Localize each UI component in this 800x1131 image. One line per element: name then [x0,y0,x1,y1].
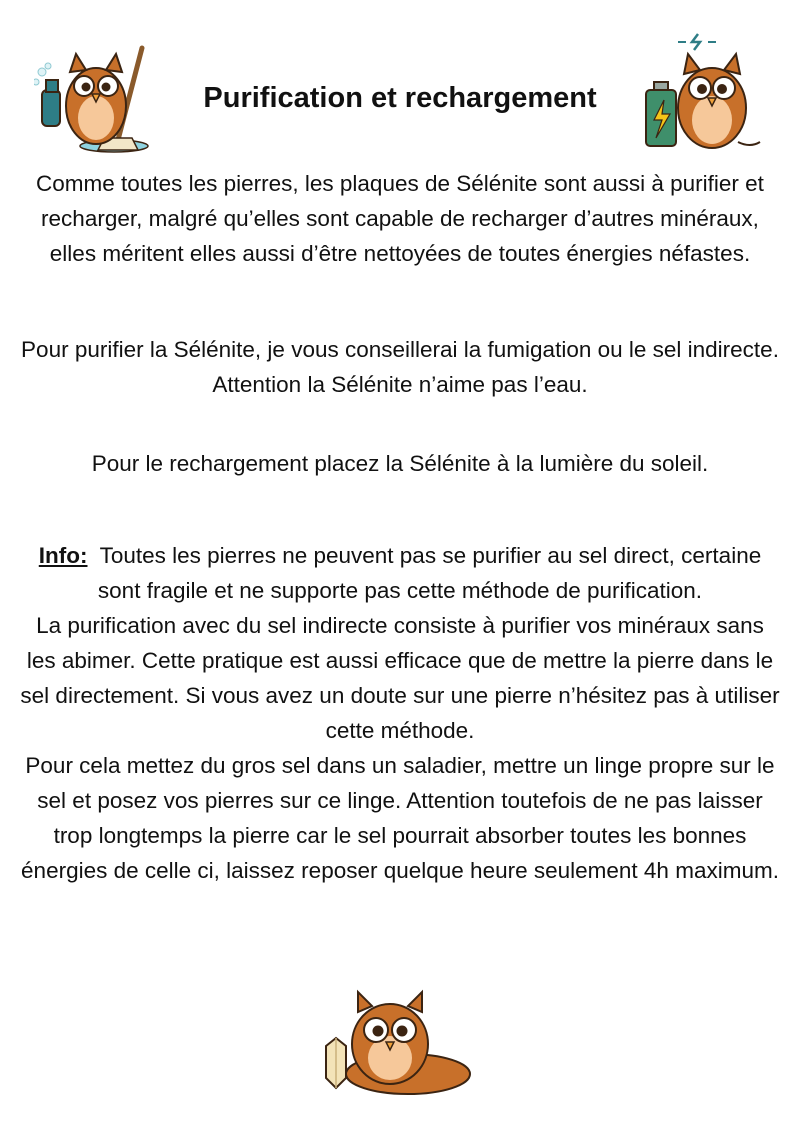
purify-paragraph: Pour purifier la Sélénite, je vous conseillerai la fumigation ou le sel indirecte. Attention la Sélénite n’aime pas l’eau. [21,337,779,397]
intro-paragraph: Comme toutes les pierres, les plaques de Sélénite sont aussi à purifier et recharger, malgré qu’elles sont capable de recharger d’autres minéraux, elles méritent elles aussi d’être nettoyées de toutes énergies néfastes. [36,171,764,266]
info-text-3: Pour cela mettez du gros sel dans un saladier, mettre un linge propre sur le sel et posez vos pierres sur ce linge. Attention toutefois de ne pas laisser trop longtemps la pierre car le sel pourrait absorber toutes les bonnes énergies de celle ci, laissez reposer quelque heure seulement 4h maximum. [21,753,779,883]
owl-cleaning-icon [34,42,152,154]
owl-crystal-icon [308,988,478,1098]
page-title: Purification et rechargement [203,82,597,114]
info-section [20,538,780,888]
info-label: Info: [38,543,88,568]
owl-charging-icon [638,32,762,154]
info-text-2: La purification avec du sel indirecte consiste à purifier vos minéraux sans les abimer. Cette pratique est aussi efficace que de mettre la pierre dans le sel directement. Si vous avez un doute sur une pierre n’hésitez pas à utiliser cette méthode. [20,613,780,743]
info-text-1: Toutes les pierres ne peuvent pas se purifier au sel direct, certaine sont fragile et ne supporte pas cette méthode de purification. [97,543,762,603]
recharge-paragraph: Pour le rechargement placez la Sélénite à la lumière du soleil. [91,451,709,476]
